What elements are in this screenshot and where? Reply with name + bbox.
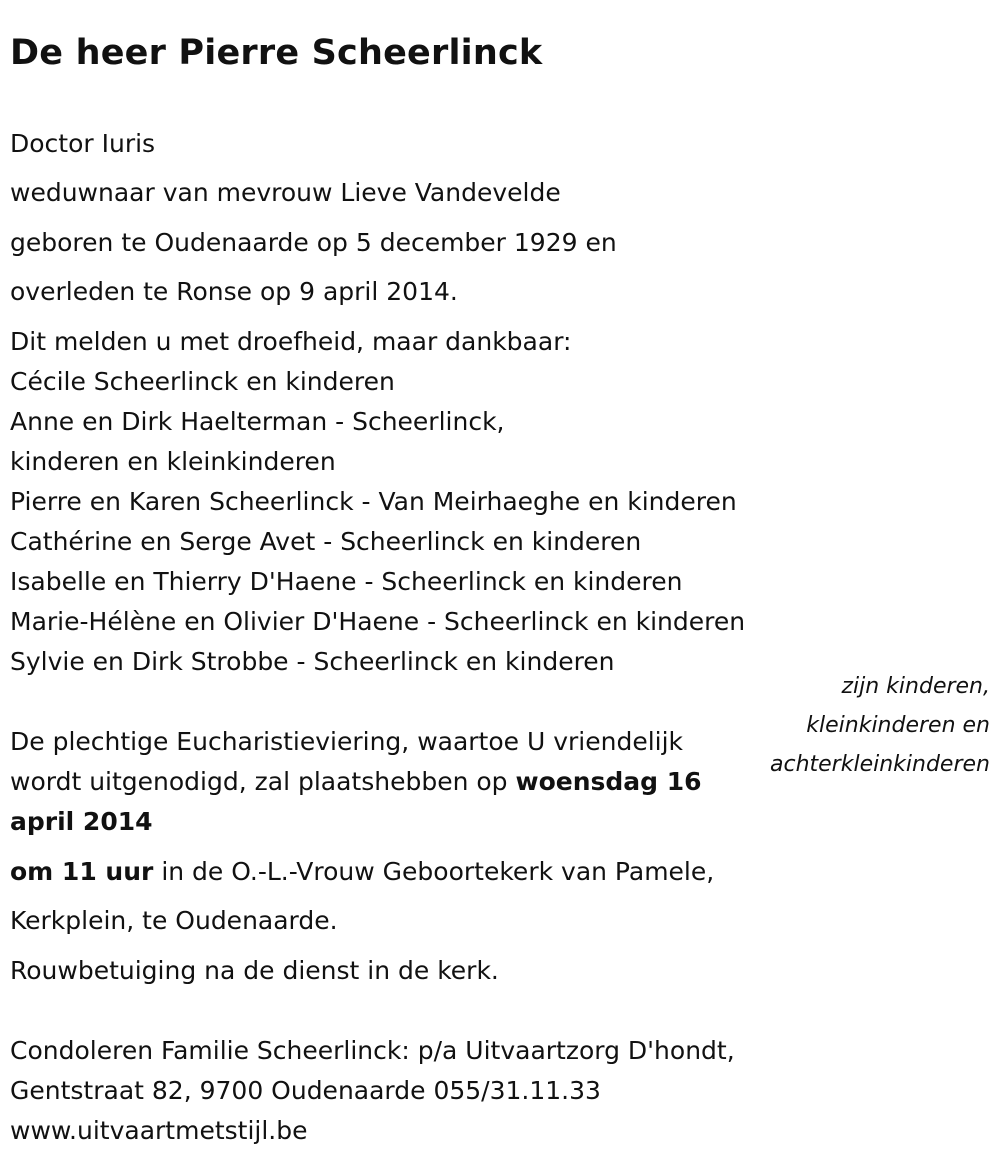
birth-line: geboren te Oudenaarde op 5 december 1929 en bbox=[10, 228, 617, 257]
family-line: Cécile Scheerlinck en kinderen bbox=[10, 367, 395, 396]
ceremony-location-cont: Kerkplein, te Oudenaarde. bbox=[10, 906, 338, 935]
family-relation-line: kleinkinderen en bbox=[806, 713, 990, 738]
family-line: Pierre en Karen Scheerlinck - Van Meirhaeghe en kinderen bbox=[10, 487, 737, 516]
family-line: Marie-Hélène en Olivier D'Haene - Scheerlinck en kinderen bbox=[10, 607, 746, 636]
family-line: kinderen en kleinkinderen bbox=[10, 447, 336, 476]
ceremony-date: woensdag 16 april 2014 bbox=[10, 767, 702, 836]
family-relation bbox=[770, 667, 990, 784]
family-relation-line: achterkleinkinderen bbox=[770, 752, 990, 777]
contact-line-2: Gentstraat 82, 9700 Oudenaarde 055/31.11.33 bbox=[10, 1076, 601, 1105]
contact-line-1: Condoleren Familie Scheerlinck: p/a Uitvaartzorg D'hondt, bbox=[10, 1036, 735, 1065]
ceremony-location: in de O.-L.-Vrouw Geboortekerk van Pamele, bbox=[161, 857, 715, 886]
announcement-line: Dit melden u met droefheid, maar dankbaar: bbox=[10, 327, 572, 356]
family-line: Cathérine en Serge Avet - Scheerlinck en kinderen bbox=[10, 527, 642, 556]
family-line: Isabelle en Thierry D'Haene - Scheerlinck en kinderen bbox=[10, 567, 683, 596]
academic-title: Doctor Iuris bbox=[10, 129, 156, 158]
family-line: Anne en Dirk Haelterman - Scheerlinck, bbox=[10, 407, 505, 436]
condolence-note: Rouwbetuiging na de dienst in de kerk. bbox=[10, 956, 499, 985]
family-relation-line: zijn kinderen, bbox=[841, 674, 990, 699]
death-line: overleden te Ronse op 9 april 2014. bbox=[10, 277, 458, 306]
page-title: De heer Pierre Scheerlinck bbox=[10, 33, 543, 73]
ceremony-time-line bbox=[10, 857, 714, 887]
widower-line: weduwnaar van mevrouw Lieve Vandevelde bbox=[10, 178, 561, 207]
ceremony-time: om 11 uur bbox=[10, 857, 154, 886]
family-line: Sylvie en Dirk Strobbe - Scheerlinck en kinderen bbox=[10, 647, 615, 676]
website-link[interactable]: www.uitvaartmetstijl.be bbox=[10, 1116, 308, 1145]
ceremony-text: De plechtige Eucharistieviering, waartoe U vriendelijk wordt uitgenodigd, zal plaatshebben op bbox=[10, 727, 684, 796]
ceremony-paragraph bbox=[10, 722, 730, 842]
